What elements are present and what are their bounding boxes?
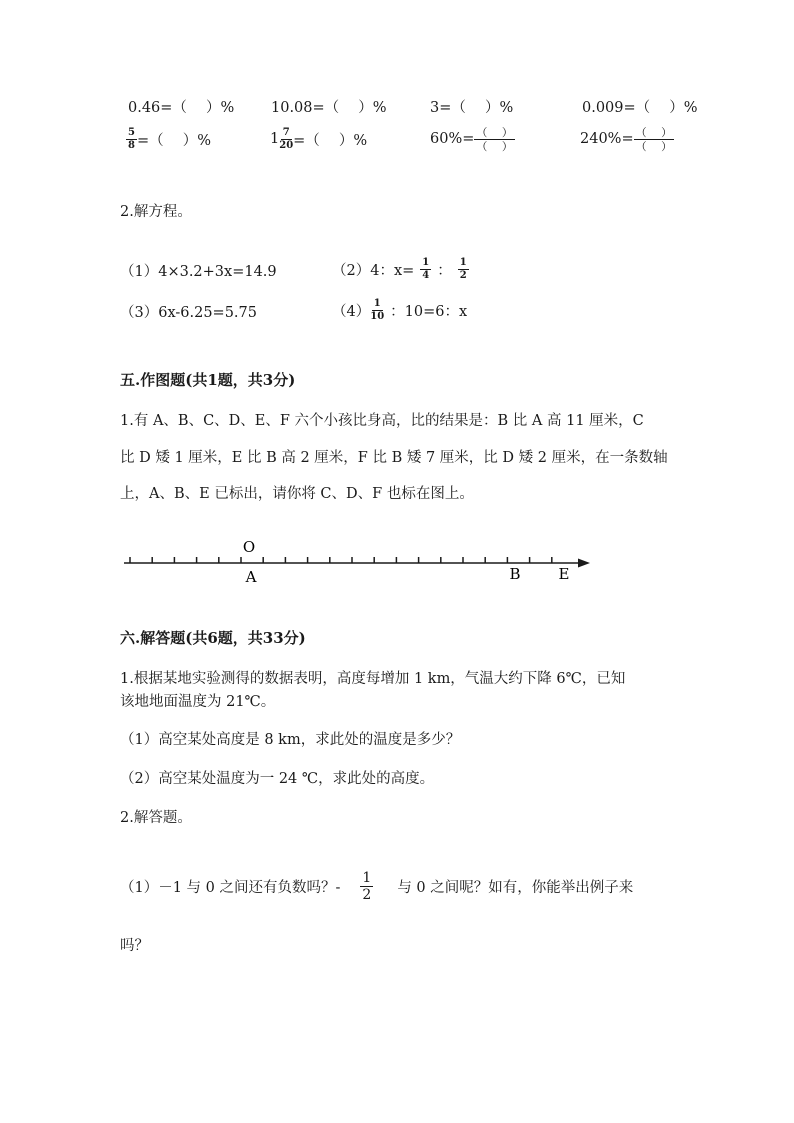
fraction: $\frac{7}{20}$	[279, 126, 294, 151]
problem-text-line: 该地地面温度为 21℃。	[120, 694, 276, 710]
equation-4: （4） $\frac{1}{10}$ ：10=6：x	[332, 297, 468, 322]
point-label-b: B	[509, 565, 521, 583]
origin-label: O	[242, 538, 256, 556]
problem-text-line: 比 D 矮 1 厘米，E 比 B 高 2 厘米，F 比 B 矮 7 厘米，比 D 矮 2 厘米，在一条数轴	[120, 450, 668, 466]
percent-item-7: 60%= $\frac{( )}{( )}$	[430, 125, 513, 153]
point-label-e: E	[558, 565, 570, 583]
sub-question: （2）高空某处温度为一 24 ℃，求此处的高度。	[120, 771, 435, 787]
percent-item-2: 10.08=（ ）%	[271, 100, 387, 116]
percent-item-1: 0.46=（ ）%	[128, 100, 235, 116]
fraction-blank: $\frac{( )}{( )}$	[635, 125, 673, 153]
arrow-head	[578, 559, 590, 568]
section-heading: 六.解答题(共6题，共33分)	[120, 629, 306, 647]
problem-text-line: 上，A、B、E 已标出，请你将 C、D、F 也标在图上。	[120, 486, 474, 502]
question-title: 2.解答题。	[120, 810, 192, 826]
number-line	[0, 530, 794, 590]
fraction: $\frac{1}{2}$	[362, 869, 372, 903]
fraction: $\frac{1}{2}$	[459, 256, 467, 281]
sub-question-continuation: 吗？	[120, 938, 149, 954]
fraction: $\frac{1}{4}$	[422, 256, 430, 281]
sub-question: （1）高空某处高度是 8 km，求此处的温度是多少？	[120, 732, 461, 748]
equation-1: （1）4×3.2+3x=14.9	[120, 264, 277, 280]
sub-question: （1）－1 与 0 之间还有负数吗？- $\frac{1}{2}$ 与 0 之间呢？如有，你能举出例子来	[120, 869, 634, 903]
equation-2: （2）4：x= $\frac{1}{4}$ ： $\frac{1}{2}$	[332, 256, 467, 281]
axis-ticks	[130, 557, 552, 563]
question-title: 2.解方程。	[120, 204, 192, 220]
percent-item-5: $\frac{5}{8}$ =（ ）%	[128, 126, 212, 151]
percent-item-4: 0.009=（ ）%	[582, 100, 698, 116]
problem-text-line: 1.有 A、B、C、D、E、F 六个小孩比身高，比的结果是：B 比 A 高 11 厘米，C	[120, 413, 644, 429]
percent-item-3: 3=（ ）%	[430, 100, 514, 116]
point-label-a: A	[245, 568, 257, 586]
problem-text-line: 1.根据某地实验测得的数据表明，高度每增加 1 km，气温大约下降 6℃，已知	[120, 671, 626, 687]
fraction: $\frac{5}{8}$	[128, 126, 135, 151]
percent-item-6: 1 $\frac{7}{20}$ =（ ）%	[270, 126, 368, 151]
percent-item-8: 240%= $\frac{( )}{( )}$	[580, 125, 673, 153]
fraction: $\frac{1}{10}$	[370, 297, 385, 322]
equation-3: （3）6x-6.25=5.75	[120, 305, 257, 321]
fraction-blank: $\frac{( )}{( )}$	[476, 125, 513, 153]
section-heading: 五.作图题(共1题，共3分)	[120, 371, 296, 389]
